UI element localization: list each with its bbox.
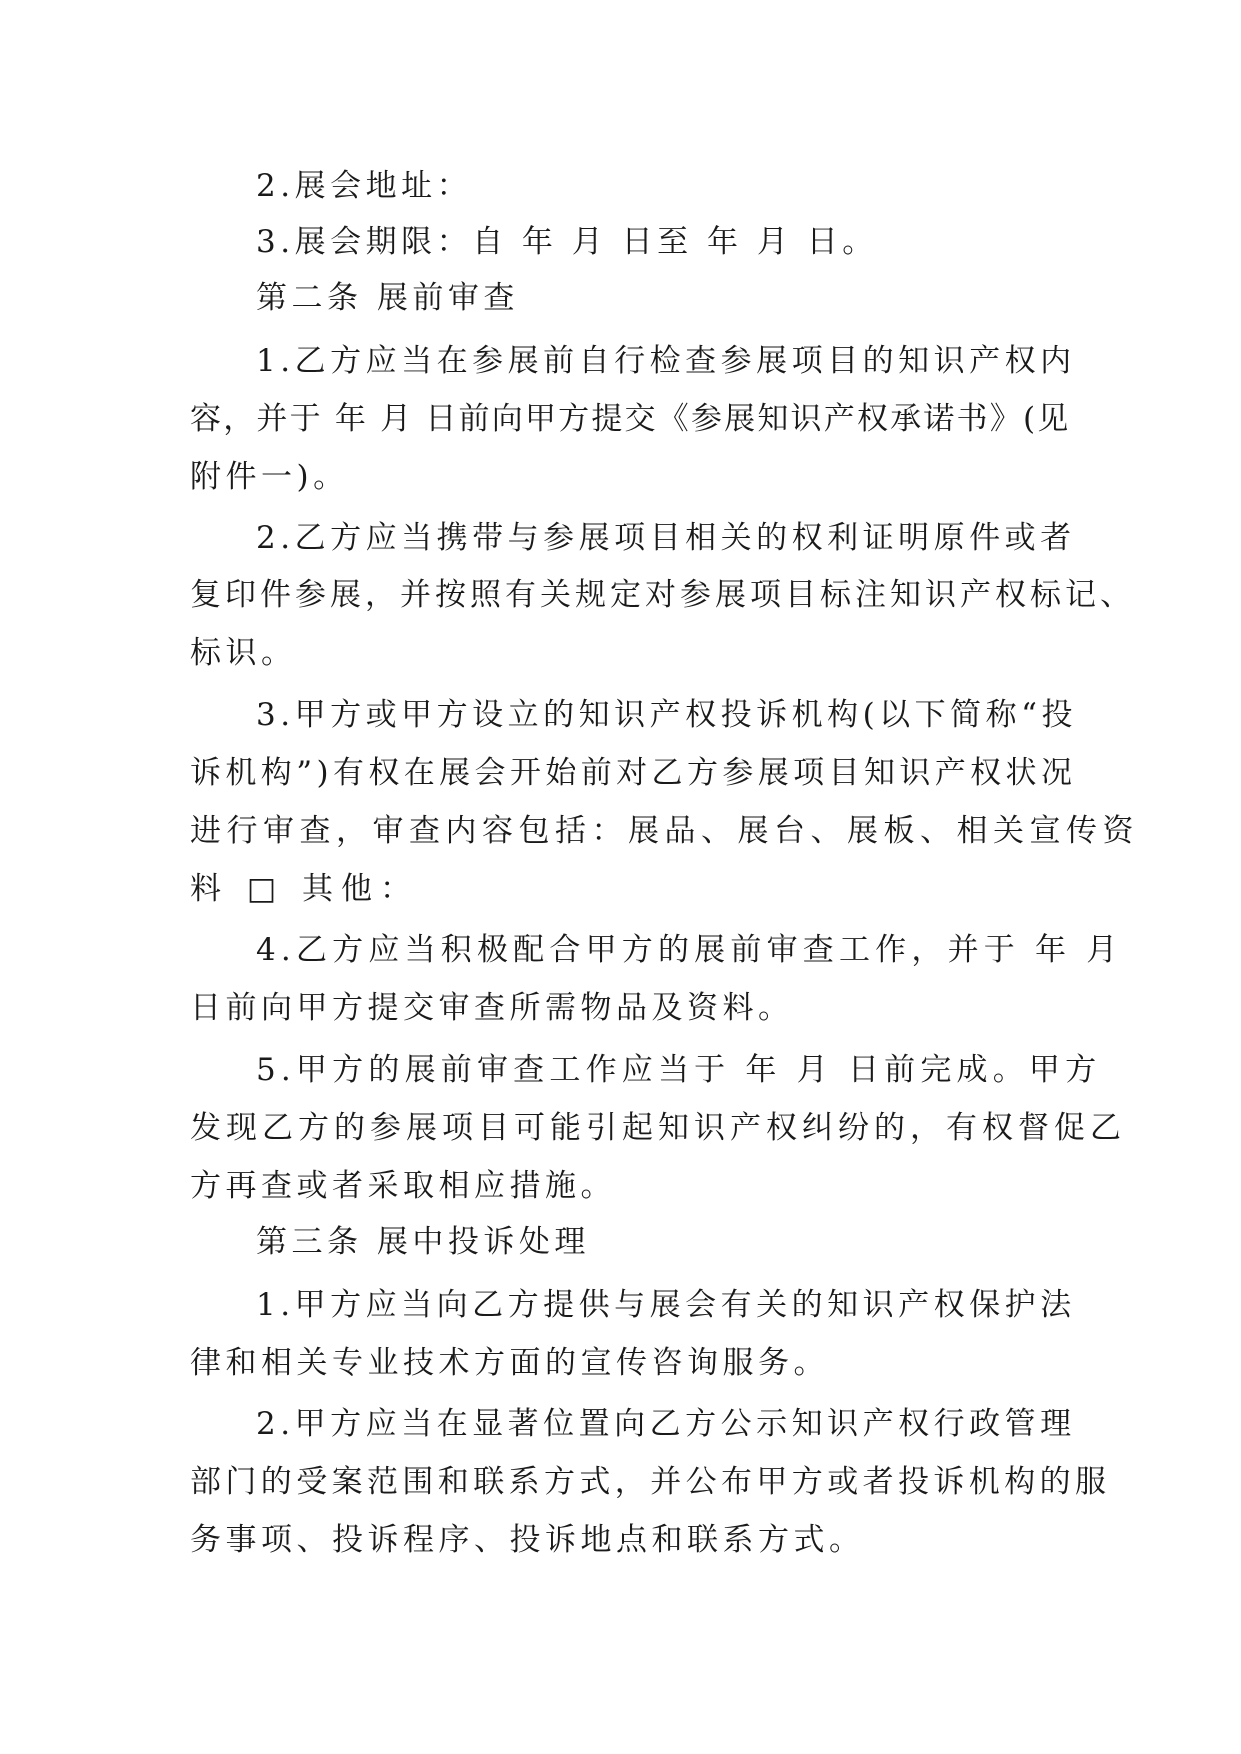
text-line: 料 □ 其他： (190, 871, 419, 907)
text-line: 日前向甲方提交审查所需物品及资料。 (190, 990, 794, 1026)
text-line: 标识。 (190, 635, 297, 671)
text-line: 2.展会地址： (256, 168, 473, 204)
text-line: 5.甲方的展前审查工作应当于 年 月 日前完成。甲方 (256, 1052, 1102, 1088)
text-line: 务事项、投诉程序、投诉地点和联系方式。 (190, 1522, 865, 1558)
text-line: 2.乙方应当携带与参展项目相关的权利证明原件或者 (256, 520, 1076, 556)
text-line: 复印件参展，并按照有关规定对参展项目标注知识产权标记、 (190, 577, 1135, 613)
text-line: 部门的受案范围和联系方式，并公布甲方或者投诉机构的服 (190, 1464, 1111, 1500)
text-line: 容，并于 年 月 日前向甲方提交《参展知识产权承诺书》(见 (190, 401, 1071, 437)
text-line: 发现乙方的参展项目可能引起知识产权纠纷的，有权督促乙 (190, 1110, 1126, 1146)
text-line: 1.乙方应当在参展前自行检查参展项目的知识产权内 (256, 343, 1076, 379)
text-line: 3.甲方或甲方设立的知识产权投诉机构(以下简称“投 (256, 697, 1078, 733)
text-line: 附件一)。 (190, 459, 349, 495)
text-line: 律和相关专业技术方面的宣传咨询服务。 (190, 1345, 829, 1381)
text-line: 4.乙方应当积极配合甲方的展前审查工作，并于 年 月 (256, 932, 1123, 968)
text-line: 进行审查，审查内容包括：展品、展台、展板、相关宣传资 (190, 813, 1139, 849)
text-line: 诉机构”)有权在展会开始前对乙方参展项目知识产权状况 (190, 755, 1077, 791)
text-line: 2.甲方应当在显著位置向乙方公示知识产权行政管理 (256, 1406, 1076, 1442)
text-line: 3.展会期限：自 年 月 日至 年 月 日。 (256, 224, 878, 260)
section-heading: 第二条 展前审查 (256, 280, 519, 316)
section-heading: 第三条 展中投诉处理 (256, 1224, 590, 1260)
text-line: 方再查或者采取相应措施。 (190, 1168, 616, 1204)
text-line: 1.甲方应当向乙方提供与展会有关的知识产权保护法 (256, 1287, 1076, 1323)
